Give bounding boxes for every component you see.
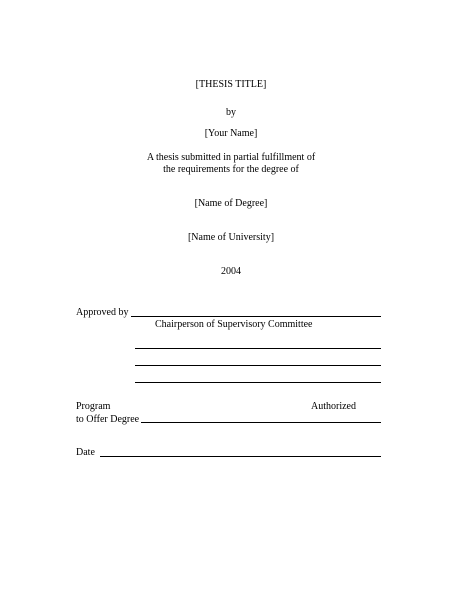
- date-label: Date: [76, 447, 95, 458]
- thesis-title: [THESIS TITLE]: [195, 79, 267, 90]
- committee-signature-line-2: [135, 365, 381, 366]
- date-line: [100, 456, 381, 457]
- degree-name: [Name of Degree]: [194, 198, 268, 209]
- year: 2004: [221, 266, 241, 277]
- offer-degree-label: to Offer Degree: [76, 414, 140, 425]
- submission-statement-line2: the requirements for the degree of: [163, 164, 299, 175]
- by-text: by: [226, 107, 236, 118]
- author-name: [Your Name]: [204, 128, 258, 139]
- approved-by-label: Approved by: [76, 307, 129, 318]
- chair-signature-line: [131, 316, 381, 317]
- university-name: [Name of University]: [187, 232, 275, 243]
- submission-statement-line1: A thesis submitted in partial fulfillment of: [146, 152, 316, 163]
- chair-caption: Chairperson of Supervisory Committee: [155, 319, 313, 330]
- program-label: Program: [76, 401, 111, 412]
- program-signature-line: [141, 422, 381, 423]
- committee-signature-line-1: [135, 348, 381, 349]
- authorized-label: Authorized: [311, 401, 356, 412]
- committee-signature-line-3: [135, 382, 381, 383]
